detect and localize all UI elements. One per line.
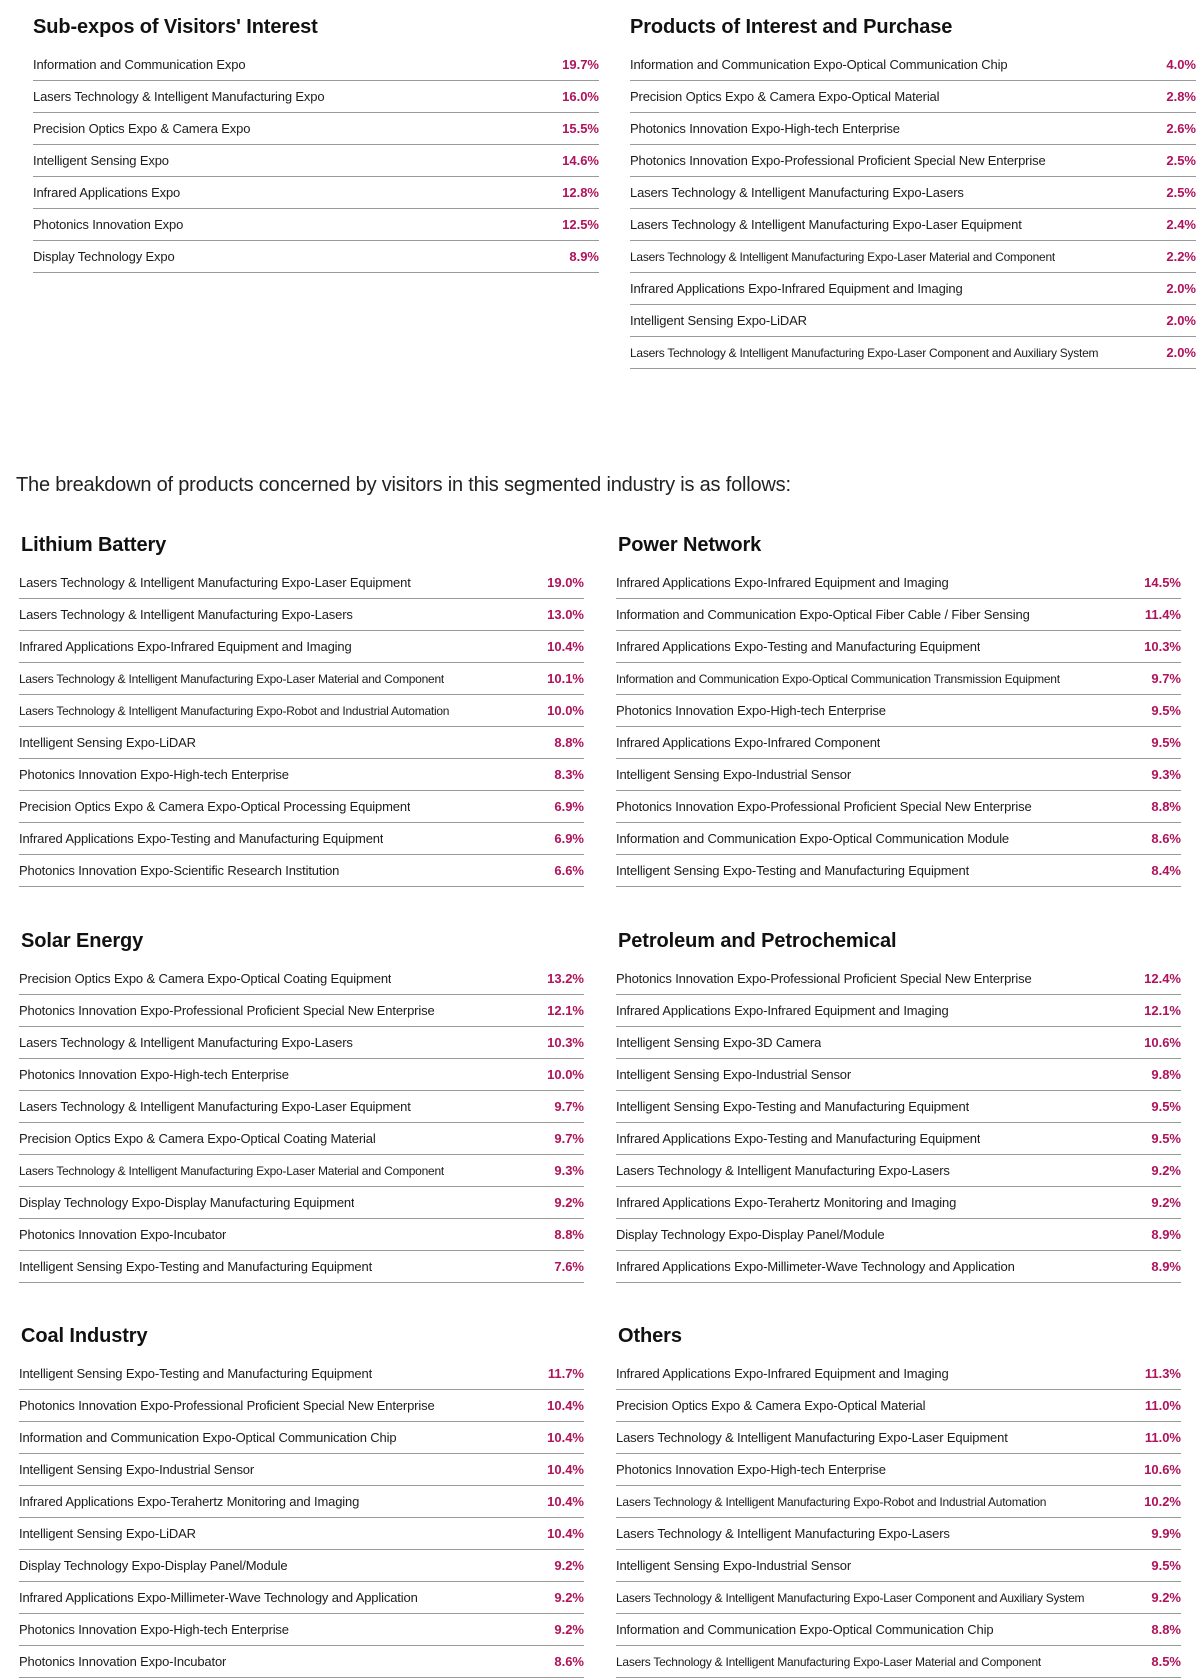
subexpos-section [33, 16, 599, 273]
list-item [630, 273, 1196, 305]
item-percentage: 9.5% [1151, 1099, 1181, 1114]
list-item [616, 1091, 1181, 1123]
item-label: Infrared Applications Expo-Terahertz Monitoring and Imaging [19, 1494, 360, 1509]
item-label: Intelligent Sensing Expo-Testing and Manufacturing Equipment [19, 1366, 373, 1381]
list-item [19, 1454, 584, 1486]
item-label: Photonics Innovation Expo-Professional Proficient Special New Enterprise [19, 1398, 435, 1413]
item-label: Infrared Applications Expo-Terahertz Monitoring and Imaging [616, 1195, 957, 1210]
list-item [630, 145, 1196, 177]
item-percentage: 2.0% [1166, 281, 1196, 296]
list-item [616, 995, 1181, 1027]
list-item [19, 759, 584, 791]
list-item [616, 1454, 1181, 1486]
list-item [19, 1486, 584, 1518]
item-label: Intelligent Sensing Expo-Testing and Manufacturing Equipment [616, 1099, 970, 1114]
item-label: Photonics Innovation Expo-High-tech Enterprise [616, 703, 886, 718]
item-label: Information and Communication Expo-Optical Communication Chip [630, 57, 1008, 72]
item-label: Lasers Technology & Intelligent Manufacturing Expo-Laser Material and Component [19, 1163, 444, 1178]
item-percentage: 10.4% [547, 639, 584, 654]
item-label: Lasers Technology & Intelligent Manufacturing Expo-Lasers [616, 1526, 950, 1541]
item-percentage: 6.9% [554, 799, 584, 814]
list-item [33, 177, 599, 209]
item-percentage: 10.6% [1144, 1035, 1181, 1050]
item-label: Precision Optics Expo & Camera Expo-Optical Material [616, 1398, 926, 1413]
item-label: Infrared Applications Expo-Millimeter-Wave Technology and Application [616, 1259, 1015, 1274]
lithium-battery-section [19, 534, 584, 887]
list-item [616, 727, 1181, 759]
section-title: Products of Interest and Purchase [630, 16, 953, 38]
list-item [19, 855, 584, 887]
item-label: Lasers Technology & Intelligent Manufacturing Expo-Laser Material and Component [19, 671, 444, 686]
list-item [19, 1614, 584, 1646]
item-label: Infrared Applications Expo-Infrared Equipment and Imaging [616, 1366, 949, 1381]
item-percentage: 11.3% [1144, 1366, 1181, 1381]
item-label: Photonics Innovation Expo-High-tech Enterprise [19, 1067, 289, 1082]
list-item [616, 1027, 1181, 1059]
coal-industry-section [19, 1325, 584, 1678]
item-percentage: 10.4% [547, 1430, 584, 1445]
item-percentage: 9.3% [1151, 767, 1181, 782]
list-item [33, 81, 599, 113]
petroleum-section [616, 930, 1181, 1283]
item-percentage: 10.1% [547, 671, 584, 686]
item-percentage: 2.0% [1166, 345, 1196, 360]
item-label: Infrared Applications Expo-Testing and Manufacturing Equipment [616, 639, 981, 654]
item-label: Photonics Innovation Expo-Professional Proficient Special New Enterprise [616, 799, 1032, 814]
item-label: Infrared Applications Expo [33, 185, 181, 200]
list-item [630, 81, 1196, 113]
item-label: Infrared Applications Expo-Infrared Equipment and Imaging [616, 575, 949, 590]
list-item [19, 1358, 584, 1390]
item-percentage: 9.8% [1151, 1067, 1181, 1082]
item-percentage: 7.6% [554, 1259, 584, 1274]
item-percentage: 9.3% [554, 1163, 584, 1178]
item-label: Infrared Applications Expo-Infrared Component [616, 735, 881, 750]
item-label: Lasers Technology & Intelligent Manufacturing Expo-Laser Component and Auxiliary System [630, 345, 1099, 360]
list-item [19, 1422, 584, 1454]
item-label: Display Technology Expo [33, 249, 175, 264]
list-item [616, 1422, 1181, 1454]
item-label: Lasers Technology & Intelligent Manufacturing Expo-Laser Equipment [19, 1099, 411, 1114]
item-label: Intelligent Sensing Expo [33, 153, 169, 168]
list-item [630, 305, 1196, 337]
item-percentage: 8.8% [554, 1227, 584, 1242]
item-percentage: 10.4% [547, 1462, 584, 1477]
list-item [616, 855, 1181, 887]
list-item [19, 1091, 584, 1123]
item-percentage: 9.2% [1151, 1163, 1181, 1178]
item-percentage: 11.7% [547, 1366, 584, 1381]
list-item [19, 1219, 584, 1251]
item-label: Infrared Applications Expo-Infrared Equipment and Imaging [616, 1003, 949, 1018]
list-item [616, 1059, 1181, 1091]
item-percentage: 9.5% [1151, 703, 1181, 718]
item-label: Information and Communication Expo-Optical Fiber Cable / Fiber Sensing [616, 607, 1030, 622]
item-label: Photonics Innovation Expo-High-tech Enterprise [630, 121, 900, 136]
item-label: Lasers Technology & Intelligent Manufacturing Expo-Robot and Industrial Automation [19, 703, 450, 718]
item-label: Lasers Technology & Intelligent Manufacturing Expo-Robot and Industrial Automation [616, 1494, 1047, 1509]
list-item [616, 1219, 1181, 1251]
item-percentage: 12.8% [562, 185, 599, 200]
others-list [616, 1358, 1181, 1678]
list-item [33, 145, 599, 177]
item-label: Photonics Innovation Expo-Professional Proficient Special New Enterprise [616, 971, 1032, 986]
list-item [630, 113, 1196, 145]
list-item [616, 1390, 1181, 1422]
list-item [616, 1486, 1181, 1518]
list-item [616, 1582, 1181, 1614]
item-percentage: 9.5% [1151, 1131, 1181, 1146]
item-percentage: 2.0% [1166, 313, 1196, 328]
item-percentage: 2.2% [1166, 249, 1196, 264]
list-item [616, 823, 1181, 855]
item-percentage: 8.9% [1151, 1259, 1181, 1274]
item-percentage: 2.4% [1166, 217, 1196, 232]
item-percentage: 10.3% [1144, 639, 1181, 654]
item-percentage: 10.4% [547, 1494, 584, 1509]
power-network-section [616, 534, 1181, 887]
list-item [616, 791, 1181, 823]
list-item [19, 1390, 584, 1422]
item-label: Information and Communication Expo-Optical Communication Chip [19, 1430, 397, 1445]
list-item [616, 759, 1181, 791]
list-item [616, 567, 1181, 599]
item-label: Intelligent Sensing Expo-Testing and Manufacturing Equipment [19, 1259, 373, 1274]
item-label: Precision Optics Expo & Camera Expo [33, 121, 251, 136]
item-label: Lasers Technology & Intelligent Manufacturing Expo-Laser Equipment [616, 1430, 1008, 1445]
item-percentage: 11.0% [1144, 1430, 1181, 1445]
item-label: Infrared Applications Expo-Testing and Manufacturing Equipment [19, 831, 384, 846]
item-percentage: 8.3% [554, 767, 584, 782]
list-item [19, 599, 584, 631]
list-item [616, 1358, 1181, 1390]
item-percentage: 14.5% [1144, 575, 1181, 590]
item-label: Lasers Technology & Intelligent Manufacturing Expo-Lasers [19, 1035, 353, 1050]
list-item [19, 1187, 584, 1219]
item-percentage: 2.6% [1166, 121, 1196, 136]
item-label: Lasers Technology & Intelligent Manufacturing Expo-Lasers [19, 607, 353, 622]
list-item [630, 241, 1196, 273]
item-percentage: 9.2% [1151, 1195, 1181, 1210]
item-label: Lasers Technology & Intelligent Manufacturing Expo-Laser Material and Component [616, 1654, 1041, 1669]
products-list [630, 49, 1196, 369]
item-percentage: 12.5% [562, 217, 599, 232]
lithium-battery-list [19, 567, 584, 887]
section-title: Petroleum and Petrochemical [618, 930, 897, 952]
item-label: Information and Communication Expo-Optical Communication Transmission Equipment [616, 671, 1060, 686]
item-label: Intelligent Sensing Expo-LiDAR [19, 1526, 196, 1541]
list-item [616, 1614, 1181, 1646]
intro-text: The breakdown of products concerned by visitors in this segmented industry is as follows: [16, 474, 791, 496]
item-percentage: 10.6% [1144, 1462, 1181, 1477]
item-label: Photonics Innovation Expo-Professional Proficient Special New Enterprise [19, 1003, 435, 1018]
item-label: Information and Communication Expo [33, 57, 246, 72]
item-label: Photonics Innovation Expo-Scientific Research Institution [19, 863, 340, 878]
power-network-list [616, 567, 1181, 887]
list-item [630, 177, 1196, 209]
item-percentage: 8.6% [1151, 831, 1181, 846]
item-percentage: 2.5% [1166, 153, 1196, 168]
item-label: Photonics Innovation Expo-High-tech Enterprise [19, 1622, 289, 1637]
item-label: Display Technology Expo-Display Panel/Module [19, 1558, 288, 1573]
list-item [616, 695, 1181, 727]
list-item [19, 1550, 584, 1582]
coal-industry-list [19, 1358, 584, 1678]
list-item [616, 963, 1181, 995]
list-item [19, 1251, 584, 1283]
item-label: Lasers Technology & Intelligent Manufacturing Expo-Lasers [616, 1163, 950, 1178]
list-item [616, 1187, 1181, 1219]
list-item [19, 1646, 584, 1678]
item-label: Intelligent Sensing Expo-Industrial Sensor [616, 1067, 852, 1082]
list-item [19, 1027, 584, 1059]
item-label: Intelligent Sensing Expo-Industrial Sensor [19, 1462, 255, 1477]
item-label: Lasers Technology & Intelligent Manufacturing Expo-Laser Equipment [19, 575, 411, 590]
item-percentage: 9.5% [1151, 735, 1181, 750]
item-label: Photonics Innovation Expo-High-tech Enterprise [616, 1462, 886, 1477]
list-item [19, 727, 584, 759]
item-label: Lasers Technology & Intelligent Manufacturing Expo-Laser Material and Component [630, 249, 1055, 264]
section-title: Sub-expos of Visitors' Interest [33, 16, 318, 38]
item-percentage: 8.8% [554, 735, 584, 750]
item-percentage: 2.5% [1166, 185, 1196, 200]
list-item [19, 1123, 584, 1155]
list-item [616, 599, 1181, 631]
item-label: Intelligent Sensing Expo-Testing and Manufacturing Equipment [616, 863, 970, 878]
item-label: Precision Optics Expo & Camera Expo-Optical Processing Equipment [19, 799, 411, 814]
item-percentage: 10.4% [547, 1398, 584, 1413]
item-percentage: 9.2% [554, 1195, 584, 1210]
item-label: Infrared Applications Expo-Infrared Equipment and Imaging [19, 639, 352, 654]
item-percentage: 8.6% [554, 1654, 584, 1669]
list-item [19, 567, 584, 599]
item-label: Precision Optics Expo & Camera Expo-Optical Material [630, 89, 940, 104]
item-label: Lasers Technology & Intelligent Manufacturing Expo-Laser Component and Auxiliary System [616, 1590, 1085, 1605]
list-item [33, 49, 599, 81]
list-item [630, 49, 1196, 81]
subexpos-list [33, 49, 599, 273]
others-section [616, 1325, 1181, 1678]
list-item [19, 631, 584, 663]
item-percentage: 2.8% [1166, 89, 1196, 104]
item-percentage: 8.8% [1151, 1622, 1181, 1637]
item-percentage: 8.5% [1151, 1654, 1181, 1669]
item-percentage: 15.5% [562, 121, 599, 136]
list-item [616, 663, 1181, 695]
item-percentage: 19.0% [547, 575, 584, 590]
item-label: Photonics Innovation Expo-Incubator [19, 1227, 227, 1242]
item-label: Display Technology Expo-Display Manufacturing Equipment [19, 1195, 355, 1210]
item-label: Photonics Innovation Expo [33, 217, 184, 232]
section-title: Power Network [618, 534, 762, 556]
section-title: Others [618, 1325, 682, 1347]
item-percentage: 9.2% [554, 1622, 584, 1637]
item-percentage: 9.7% [554, 1099, 584, 1114]
list-item [19, 791, 584, 823]
item-label: Photonics Innovation Expo-Professional Proficient Special New Enterprise [630, 153, 1046, 168]
item-label: Information and Communication Expo-Optical Communication Chip [616, 1622, 994, 1637]
item-percentage: 8.8% [1151, 799, 1181, 814]
list-item [616, 1518, 1181, 1550]
item-percentage: 6.6% [554, 863, 584, 878]
list-item [33, 209, 599, 241]
petroleum-list [616, 963, 1181, 1283]
section-title: Coal Industry [21, 1325, 148, 1347]
list-item [33, 241, 599, 273]
list-item [19, 995, 584, 1027]
list-item [616, 1550, 1181, 1582]
list-item [19, 1582, 584, 1614]
item-label: Precision Optics Expo & Camera Expo-Optical Coating Equipment [19, 971, 392, 986]
item-label: Intelligent Sensing Expo-LiDAR [630, 313, 807, 328]
item-percentage: 9.7% [554, 1131, 584, 1146]
item-percentage: 19.7% [562, 57, 599, 72]
item-percentage: 9.2% [1151, 1590, 1181, 1605]
list-item [616, 1251, 1181, 1283]
item-label: Photonics Innovation Expo-High-tech Enterprise [19, 767, 289, 782]
list-item [33, 113, 599, 145]
list-item [19, 663, 584, 695]
item-label: Precision Optics Expo & Camera Expo-Optical Coating Material [19, 1131, 376, 1146]
item-percentage: 9.2% [554, 1590, 584, 1605]
item-percentage: 9.5% [1151, 1558, 1181, 1573]
solar-energy-section [19, 930, 584, 1283]
item-percentage: 8.9% [569, 249, 599, 264]
item-label: Display Technology Expo-Display Panel/Module [616, 1227, 885, 1242]
list-item [616, 1123, 1181, 1155]
item-label: Infrared Applications Expo-Millimeter-Wave Technology and Application [19, 1590, 418, 1605]
section-title: Solar Energy [21, 930, 144, 952]
item-percentage: 13.0% [547, 607, 584, 622]
item-label: Infrared Applications Expo-Infrared Equipment and Imaging [630, 281, 963, 296]
item-percentage: 9.2% [554, 1558, 584, 1573]
list-item [19, 963, 584, 995]
products-section [630, 16, 1196, 369]
item-percentage: 13.2% [547, 971, 584, 986]
section-title: Lithium Battery [21, 534, 167, 556]
item-percentage: 9.7% [1151, 671, 1181, 686]
item-label: Infrared Applications Expo-Testing and Manufacturing Equipment [616, 1131, 981, 1146]
item-label: Photonics Innovation Expo-Incubator [19, 1654, 227, 1669]
item-percentage: 12.1% [1144, 1003, 1181, 1018]
solar-energy-list [19, 963, 584, 1283]
item-percentage: 8.9% [1151, 1227, 1181, 1242]
item-percentage: 8.4% [1151, 863, 1181, 878]
item-percentage: 16.0% [562, 89, 599, 104]
list-item [19, 823, 584, 855]
item-percentage: 11.4% [1144, 607, 1181, 622]
item-label: Intelligent Sensing Expo-Industrial Sensor [616, 767, 852, 782]
item-label: Intelligent Sensing Expo-LiDAR [19, 735, 196, 750]
list-item [630, 209, 1196, 241]
item-percentage: 11.0% [1144, 1398, 1181, 1413]
item-percentage: 10.0% [547, 703, 584, 718]
item-label: Intelligent Sensing Expo-Industrial Sensor [616, 1558, 852, 1573]
item-label: Information and Communication Expo-Optical Communication Module [616, 831, 1010, 846]
item-percentage: 12.1% [547, 1003, 584, 1018]
list-item [616, 1646, 1181, 1678]
item-percentage: 12.4% [1144, 971, 1181, 986]
item-percentage: 10.2% [1144, 1494, 1181, 1509]
item-percentage: 9.9% [1151, 1526, 1181, 1541]
item-percentage: 14.6% [562, 153, 599, 168]
item-percentage: 10.3% [547, 1035, 584, 1050]
item-label: Lasers Technology & Intelligent Manufacturing Expo [33, 89, 325, 104]
list-item [616, 631, 1181, 663]
item-percentage: 10.0% [547, 1067, 584, 1082]
item-percentage: 10.4% [547, 1526, 584, 1541]
item-percentage: 6.9% [554, 831, 584, 846]
list-item [19, 695, 584, 727]
list-item [19, 1155, 584, 1187]
list-item [630, 337, 1196, 369]
list-item [19, 1059, 584, 1091]
list-item [616, 1155, 1181, 1187]
item-percentage: 4.0% [1166, 57, 1196, 72]
list-item [19, 1518, 584, 1550]
item-label: Lasers Technology & Intelligent Manufacturing Expo-Lasers [630, 185, 964, 200]
item-label: Lasers Technology & Intelligent Manufacturing Expo-Laser Equipment [630, 217, 1022, 232]
item-label: Intelligent Sensing Expo-3D Camera [616, 1035, 822, 1050]
